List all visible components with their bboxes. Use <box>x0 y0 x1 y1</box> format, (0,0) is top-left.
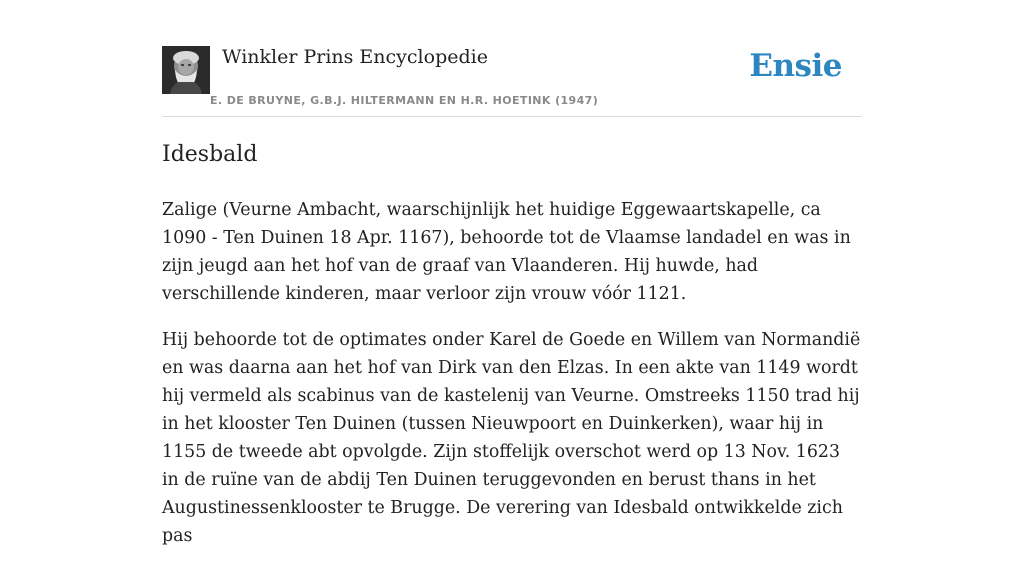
article-paragraph: Hij behoorde tot de optimates onder Karel de Goede en Willem van Normandië en was daarna aan het hof van Dirk van den Elzas. In een akte van 1149 wordt hij vermeld als scabinus van de kastelenij van Veurne. Omstreeks 1150 trad hij in het klooster Ten Duinen (tussen Nieuwpoort en Duinkerken), waar hij in 1155 de tweede abt opvolgde. Zijn stoffelijk overschot werd op 13 Nov. 1623 in de ruïne van de abdij Ten Duinen teruggevonden en berust thans in het Augustinessenklooster te Brugge. De verering van Idesbald ontwikkelde zich pas <box>162 330 861 546</box>
bearded-man-portrait-icon <box>162 46 210 94</box>
article-paragraph: Zalige (Veurne Ambacht, waarschijnlijk het huidige Eggewaartskapelle, ca 1090 - Ten Duinen 18 Apr. 1167), behoorde tot de Vlaamse landadel en was in zijn jeugd aan het hof van de graaf van Vlaanderen. Hij huwde, had verschillende kinderen, maar verloor zijn vrouw vóór 1121. <box>162 200 851 304</box>
source-authors: E. DE BRUYNE, G.B.J. HILTERMANN EN H.R. HOETINK (1947) <box>210 94 599 107</box>
article <box>162 140 862 568</box>
source-header <box>162 44 862 117</box>
article-title: Idesbald <box>162 142 258 167</box>
source-title[interactable]: Winkler Prins Encyclopedie <box>222 46 488 68</box>
brand-logo[interactable]: Ensie <box>749 48 842 84</box>
avatar[interactable] <box>162 46 210 94</box>
